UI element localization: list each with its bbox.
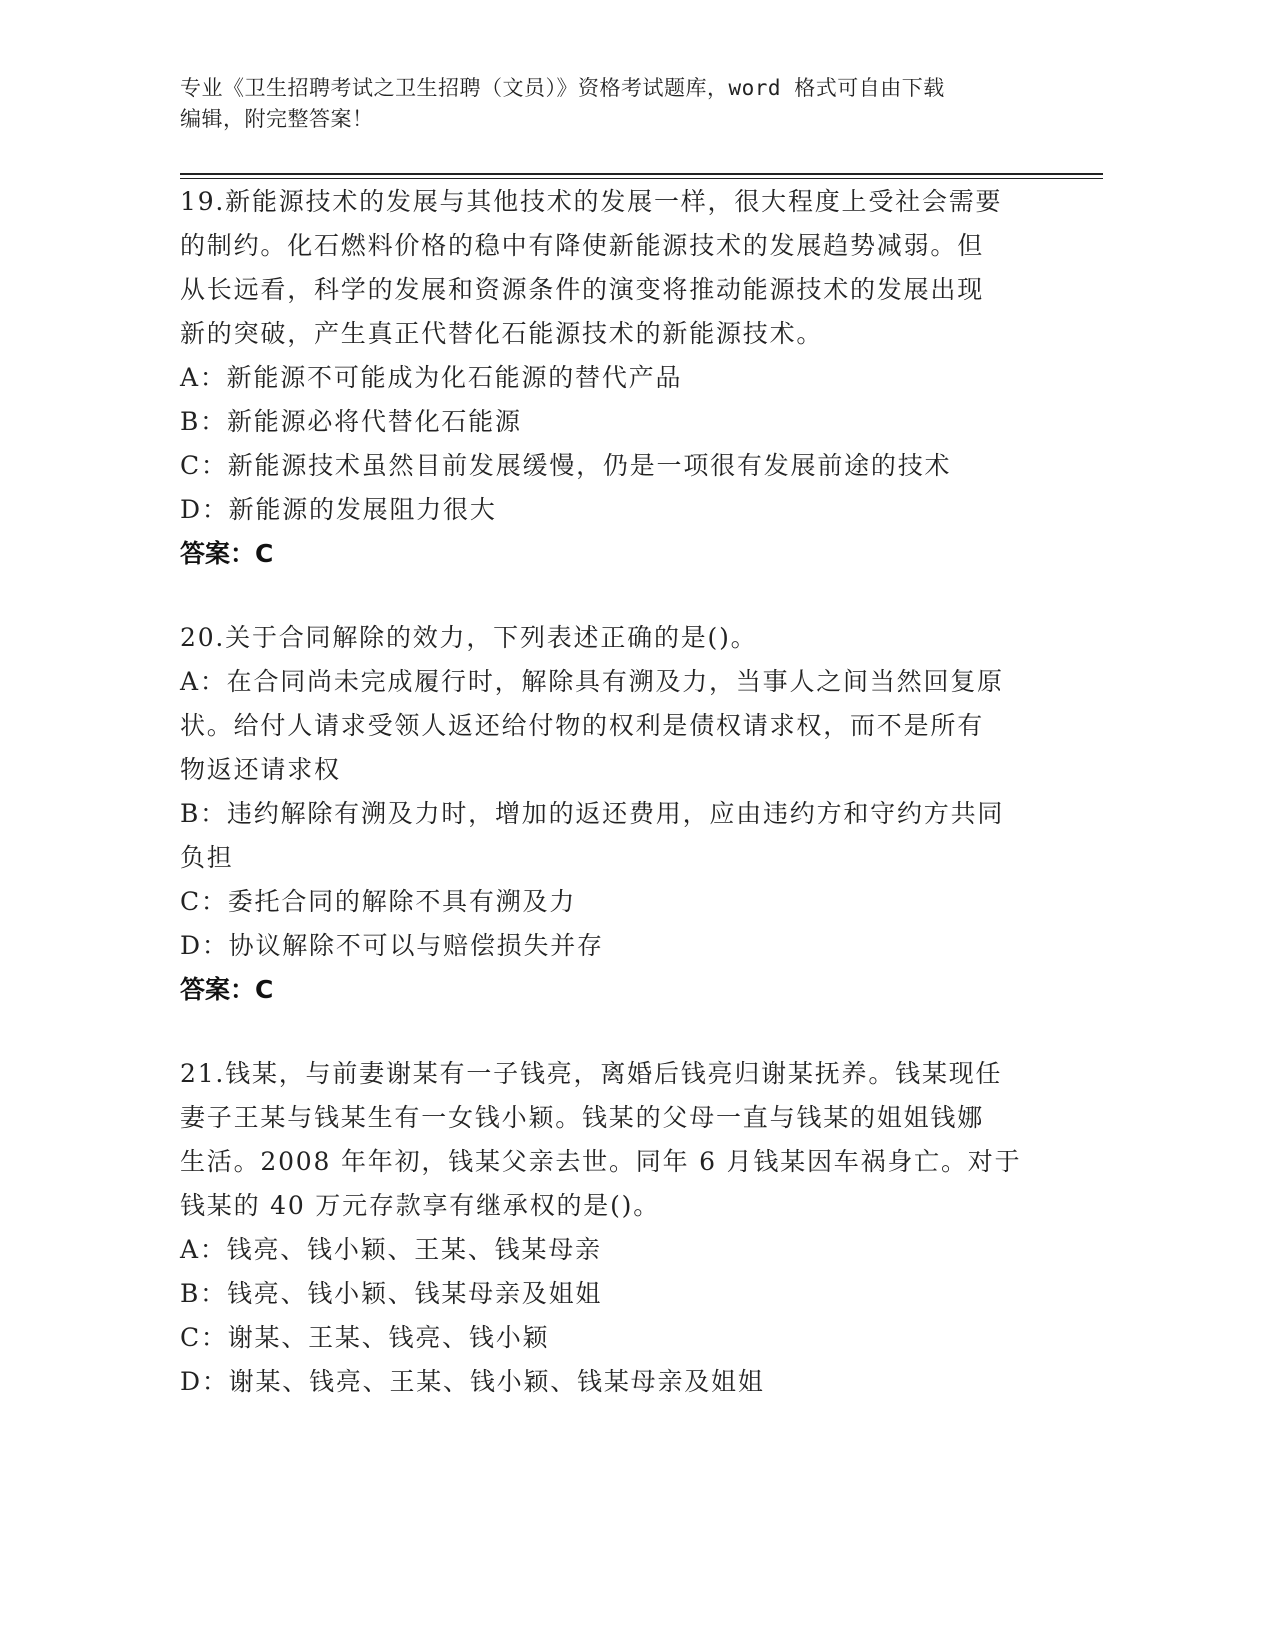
answer: 答案：C xyxy=(180,539,274,568)
question-stem-line: 的制约。化石燃料价格的稳中有降使新能源技术的发展趋势减弱。但 xyxy=(180,231,985,260)
option-a: A：新能源不可能成为化石能源的替代产品 xyxy=(180,363,683,392)
option-line: 负担 xyxy=(180,843,234,872)
option-line: B：违约解除有溯及力时，增加的返还费用，应由违约方和守约方共同 xyxy=(180,799,1005,828)
question-stem-line: 20.关于合同解除的效力，下列表述正确的是()。 xyxy=(180,623,758,652)
question-stem-line: 19.新能源技术的发展与其他技术的发展一样，很大程度上受社会需要 xyxy=(180,187,1003,216)
question-stem-line: 21.钱某，与前妻谢某有一子钱亮，离婚后钱亮归谢某抚养。钱某现任 xyxy=(180,1059,1003,1088)
option-c: C：委托合同的解除不具有溯及力 xyxy=(180,887,577,916)
question-stem-line: 钱某的 40 万元存款享有继承权的是()。 xyxy=(180,1191,661,1220)
question-20 xyxy=(180,616,1040,1012)
header-divider-thick xyxy=(180,173,1103,175)
question-19 xyxy=(180,180,1040,576)
question-stem-line: 生活。2008 年年初，钱某父亲去世。同年 6 月钱某因车祸身亡。对于 xyxy=(180,1147,1022,1176)
header-line-1: 专业《卫生招聘考试之卫生招聘（文员）》资格考试题库，word 格式可自由下载 xyxy=(180,76,945,100)
header-line-2: 编辑，附完整答案！ xyxy=(180,107,374,131)
document-header xyxy=(180,73,1040,135)
header-divider-thin xyxy=(180,178,1103,179)
option-b xyxy=(180,792,1040,880)
option-line: A：在合同尚未完成履行时，解除具有溯及力，当事人之间当然回复原 xyxy=(180,667,1004,696)
option-c: C：新能源技术虽然目前发展缓慢，仍是一项很有发展前途的技术 xyxy=(180,451,952,480)
option-c: C：谢某、王某、钱亮、钱小颖 xyxy=(180,1323,550,1352)
option-d: D：新能源的发展阻力很大 xyxy=(180,495,497,524)
option-b: B：钱亮、钱小颖、钱某母亲及姐姐 xyxy=(180,1279,603,1308)
question-stem-line: 新的突破，产生真正代替化石能源技术的新能源技术。 xyxy=(180,319,824,348)
question-stem-line: 妻子王某与钱某生有一女钱小颖。钱某的父母一直与钱某的姐姐钱娜 xyxy=(180,1103,985,1132)
question-21 xyxy=(180,1052,1040,1404)
option-a: A：钱亮、钱小颖、王某、钱某母亲 xyxy=(180,1235,602,1264)
option-d: D：协议解除不可以与赔偿损失并存 xyxy=(180,931,604,960)
option-b: B：新能源必将代替化石能源 xyxy=(180,407,522,436)
answer: 答案：C xyxy=(180,975,274,1004)
option-d: D：谢某、钱亮、王某、钱小颖、钱某母亲及姐姐 xyxy=(180,1367,765,1396)
question-stem-line: 从长远看，科学的发展和资源条件的演变将推动能源技术的发展出现 xyxy=(180,275,985,304)
option-line: 物返还请求权 xyxy=(180,755,341,784)
question-list xyxy=(180,180,1040,1444)
option-a xyxy=(180,660,1040,792)
option-line: 状。给付人请求受领人返还给付物的权利是债权请求权，而不是所有 xyxy=(180,711,985,740)
